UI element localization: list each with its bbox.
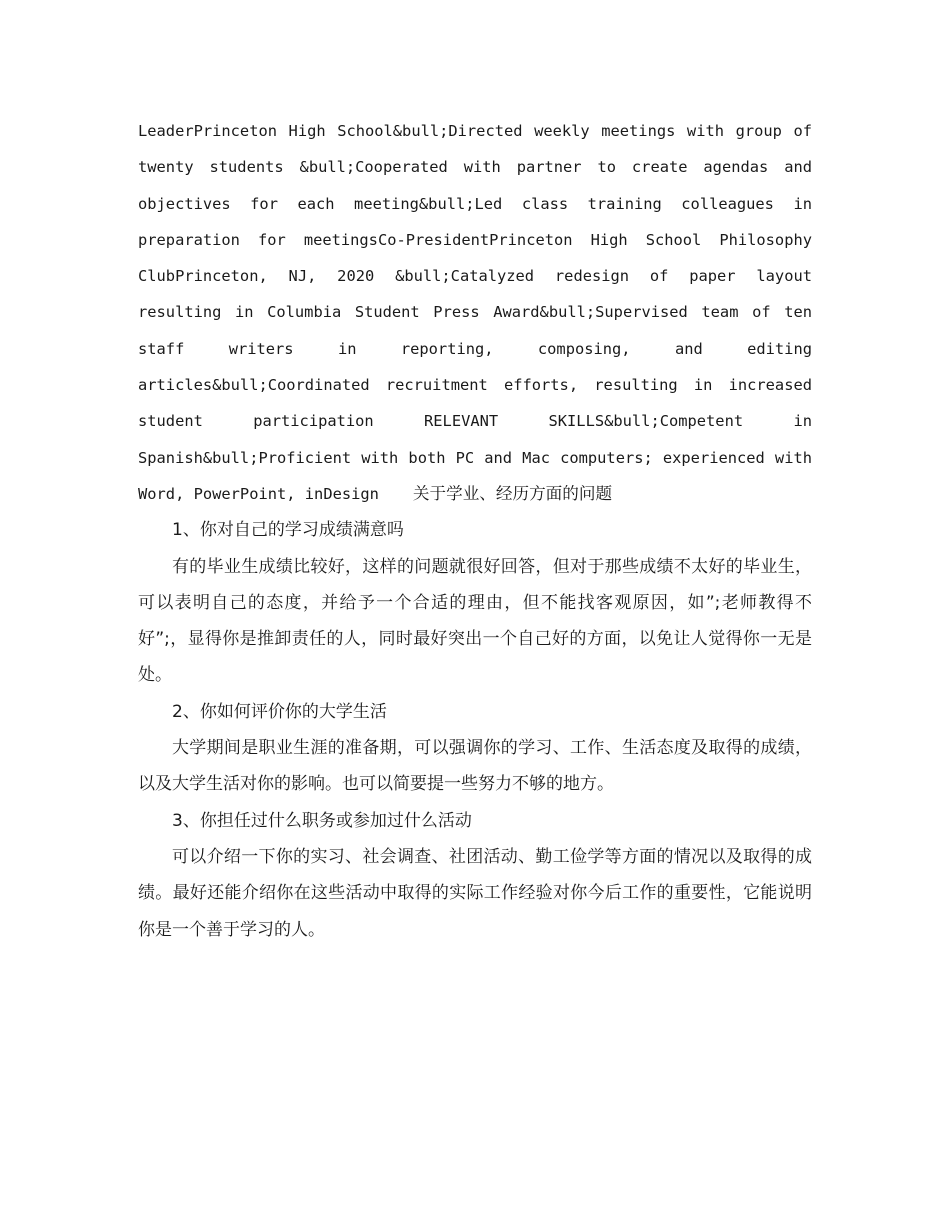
answer-3: 可以介绍一下你的实习、社会调查、社团活动、勤工俭学等方面的情况以及取得的成绩。最好还能介绍你在这些活动中取得的实际工作经验对你今后工作的重要性，它能说明你是一个善于学习的人。 bbox=[138, 846, 812, 940]
resume-paragraph bbox=[138, 113, 812, 512]
question-2: 2、你如何评价你的大学生活 bbox=[172, 701, 387, 722]
section-heading: 关于学业、经历方面的问题 bbox=[412, 483, 613, 503]
document-body bbox=[138, 113, 812, 948]
answer-2: 大学期间是职业生涯的准备期，可以强调你的学习、工作、生活态度及取得的成绩，以及大学生活对你的影响。也可以简要提一些努力不够的地方。 bbox=[138, 738, 812, 795]
resume-text: LeaderPrinceton High School&bull;Directed weekly meetings with group of twenty students &bull;Cooperated with partner to create agendas and objectives for each meeting&bull;Led class training colleagues in preparation for meetingsCo-PresidentPrinceton High School Philosophy ClubPrinceton, NJ, 2020 &bull;Catalyzed redesign of paper layout resulting in Columbia Student Press Award&bull;Supervised team of ten staff writers in reporting, composing, and editing articles&bull;Coordinated recruitment efforts, resulting in increased student participation RELEVANT SKILLS&bull;Competent in Spanish&bull;Proficient with both PC and Mac computers; experienced with Word, PowerPoint, inDesign bbox=[138, 122, 812, 503]
question-3: 3、你担任过什么职务或参加过什么活动 bbox=[172, 810, 472, 831]
answer-1: 有的毕业生成绩比较好，这样的问题就很好回答，但对于那些成绩不太好的毕业生，可以表明自己的态度，并给予一个合适的理由，但不能找客观原因，如”;老师教得不好”;，显得你是推卸责任的人，同时最好突出一个自己好的方面，以免让人觉得你一无是处。 bbox=[138, 556, 812, 686]
question-1: 1、你对自己的学习成绩满意吗 bbox=[172, 520, 404, 541]
